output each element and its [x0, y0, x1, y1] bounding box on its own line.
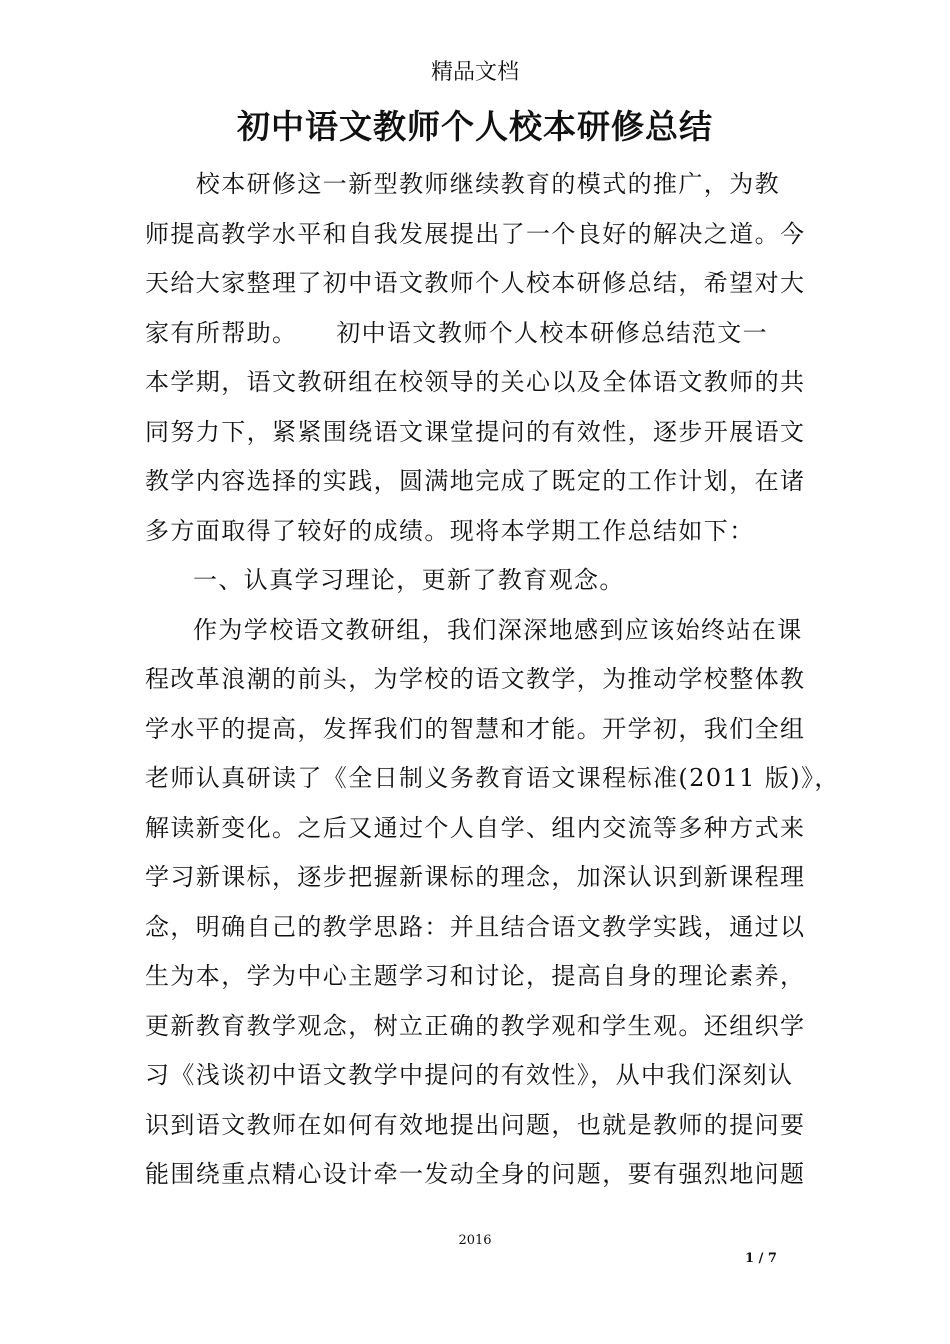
- text-line: 教学内容选择的实践，圆满地完成了既定的工作计划，在诸: [145, 467, 806, 495]
- text-line: 识到语文教师在如何有效地提出问题，也就是教师的提问要: [145, 1110, 806, 1139]
- text-line: 老师认真研读了《全日制义务教育语文课程标准(2011 版)》，: [145, 764, 840, 792]
- text-line: 校本研修这一新型教师继续教育的模式的推广，为教: [145, 170, 780, 198]
- text-line: 多方面取得了较好的成绩。现将本学期工作总结如下：: [145, 516, 755, 545]
- text-line: 更新教育教学观念，树立正确的教学观和学生观。还组织学: [145, 1011, 806, 1040]
- text-line: 生为本，学为中心主题学习和讨论，提高自身的理论素养，: [145, 962, 806, 990]
- text-line: 同努力下，紧紧围绕语文课堂提问的有效性，逐步开展语文: [145, 417, 806, 446]
- text-line: 作为学校语文教研组，我们深深地感到应该始终站在课: [193, 615, 803, 644]
- text-line: 师提高教学水平和自我发展提出了一个良好的解决之道。今: [145, 219, 806, 248]
- footer-year: 2016: [458, 1233, 492, 1248]
- text-line: 念，明确自己的教学思路：并且结合语文教学实践，通过以: [145, 912, 806, 941]
- text-line: 习《浅谈初中语文教学中提问的有效性》，从中我们深刻认: [145, 1061, 794, 1089]
- page-header: 精品文档: [430, 60, 519, 85]
- text-line: 学习新课标，逐步把握新课标的理念，加深认识到新课程理: [145, 863, 806, 891]
- text-line: 天给大家整理了初中语文教师个人校本研修总结，希望对大: [145, 269, 806, 297]
- text-line: 能围绕重点精心设计牵一发动全身的问题，要有强烈地问题: [145, 1160, 806, 1188]
- text-line: 本学期，语文教研组在校领导的关心以及全体语文教师的共: [145, 368, 806, 396]
- page-number: 1 / 7: [745, 1251, 777, 1266]
- document-title: 初中语文教师个人校本研修总结: [237, 107, 713, 146]
- document-body: [145, 160, 840, 1200]
- section-heading: 一、认真学习理论，更新了教育观念。: [193, 566, 625, 594]
- text-line: 家有所帮助。 初中语文教师个人校本研修总结范文一: [145, 318, 768, 347]
- text-line: 解读新变化。之后又通过个人自学、组内交流等多种方式来: [145, 813, 806, 842]
- text-line: 学水平的提高，发挥我们的智慧和才能。开学初，我们全组: [145, 714, 806, 743]
- text-line: 程改革浪潮的前头，为学校的语文教学，为推动学校整体教: [145, 665, 806, 693]
